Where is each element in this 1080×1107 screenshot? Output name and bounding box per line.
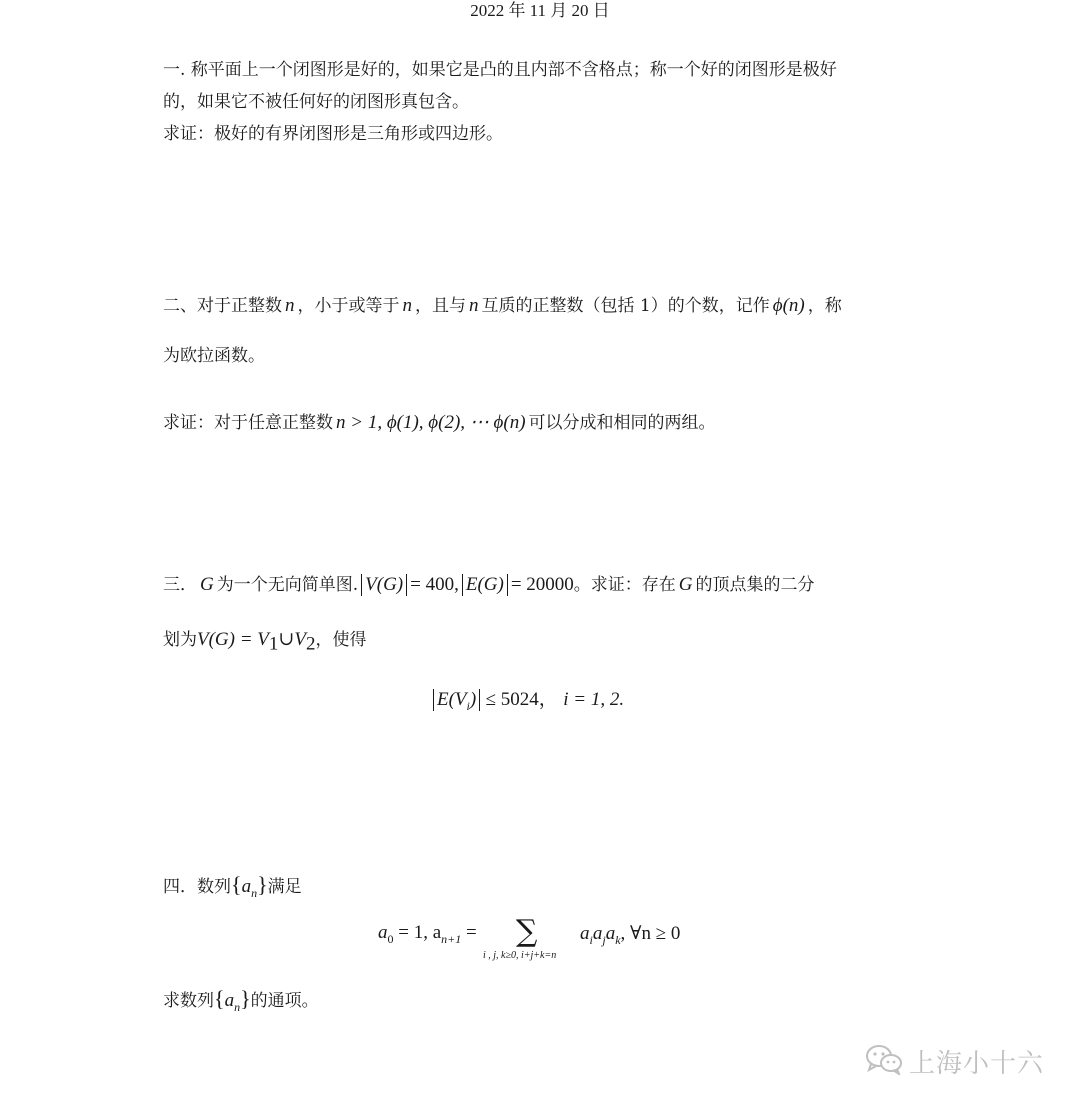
problem-1-claim: 求证：极好的有界闭图形是三角形或四边形。 <box>163 124 503 144</box>
problem-3-inequality: $E(V_i) \le 5024$， i = 1, 2. <box>433 685 624 715</box>
vertex-count: V(G) <box>361 574 407 596</box>
problem-1-line-1: 一. 称平面上一个闭图形是好的，如果它是凸的且内部不含格点；称一个好的闭图形是极好 <box>163 60 837 80</box>
wechat-icon <box>865 1043 903 1079</box>
problem-2-line-1: 二、对于正整数 n ，小于或等于 n ，且与 n 互质的正整数（包括 1）的个数，记作 ϕ(n) ，称 <box>163 295 842 316</box>
summation-index: i , j, k≥0, i+j+k=n <box>483 950 557 961</box>
watermark-text: 上海小十六 <box>909 1048 1045 1079</box>
problem-1-line-2: 的，如果它不被任何好的闭图形真包含。 <box>163 92 469 112</box>
problem-4-ask: 求数列$\{a_n\}$的通项。 <box>163 986 319 1014</box>
wechat-watermark <box>865 1041 1044 1081</box>
problem-4-line-1: 四．数列$\{a_n\}$满足 <box>163 872 302 900</box>
problem-2-line-2: 为欧拉函数。 <box>163 346 265 366</box>
edge-count: E(G) <box>462 574 508 596</box>
document-date: 2022 年 11 月 20 日 <box>470 1 610 20</box>
problem-3-line-2: 划为$V(G) = V_1\cup V_2$，使得 <box>163 629 367 655</box>
summation-symbol: ∑ <box>516 914 538 949</box>
problem-3-line-1: 三． G 为一个无向简单图. V(G) = 400, E(G) = 20000。求证：存在 G 的顶点集的二分 <box>163 574 815 595</box>
problem-2-claim: 求证：对于任意正整数 n > 1, ϕ(1), ϕ(2), ⋯ ϕ(n) 可以分成和相同的两组。 <box>163 412 716 433</box>
phi-sequence: n > 1, ϕ(1), ϕ(2), ⋯ ϕ(n) <box>336 412 526 433</box>
phi-n: ϕ(n) <box>772 295 805 316</box>
